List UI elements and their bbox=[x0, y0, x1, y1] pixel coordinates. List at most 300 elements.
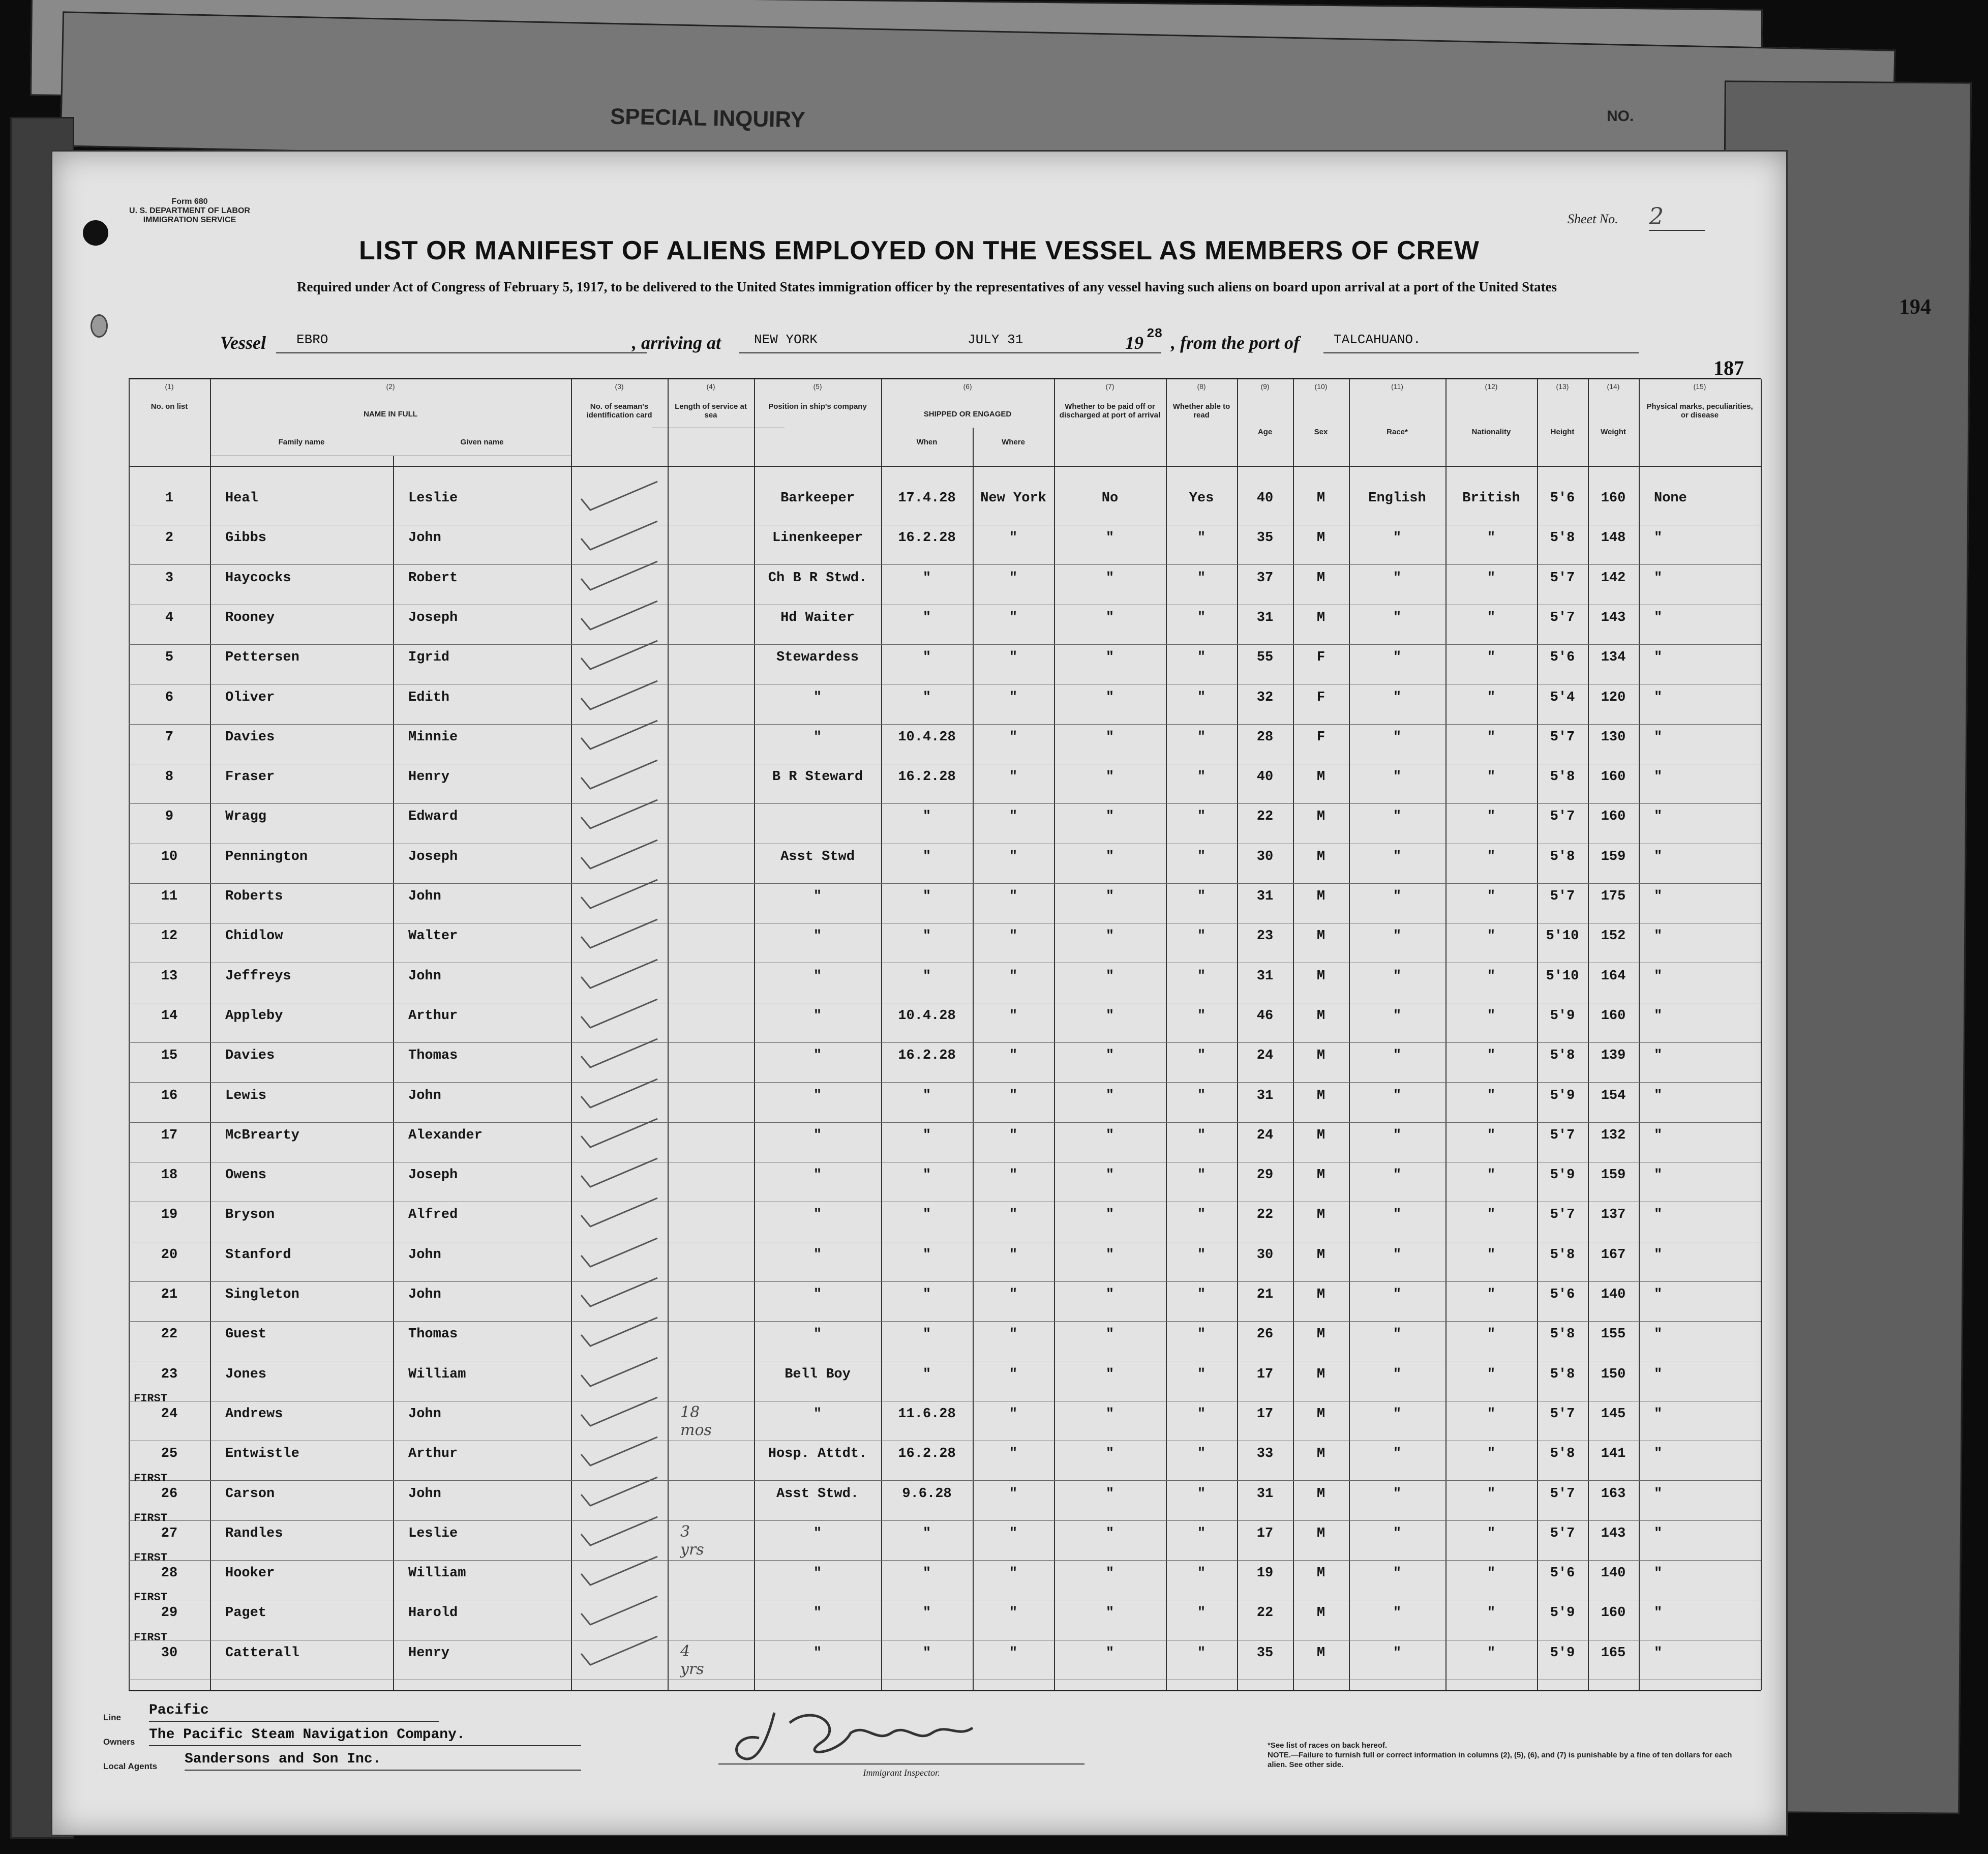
cell-no: 10 bbox=[161, 849, 178, 864]
cell-height: 5'9 bbox=[1550, 1008, 1575, 1024]
cell-marks: " bbox=[1654, 1287, 1663, 1302]
check-mark bbox=[576, 956, 662, 992]
cell-when: 17.4.28 bbox=[898, 491, 956, 506]
cell-where: " bbox=[1009, 690, 1018, 705]
cell-age: 28 bbox=[1256, 729, 1274, 745]
cell-position: Barkeeper bbox=[780, 491, 855, 506]
cell-read: " bbox=[1197, 809, 1206, 825]
cell-family: Jones bbox=[225, 1366, 267, 1382]
cell-family: Guest bbox=[225, 1327, 267, 1342]
cell-marks: " bbox=[1654, 1486, 1663, 1502]
line-label: Line bbox=[103, 1713, 121, 1722]
cell-where: " bbox=[1009, 1605, 1018, 1621]
cell-age: 22 bbox=[1256, 809, 1274, 825]
cell-no: 11 bbox=[161, 889, 178, 904]
cell-nationality: " bbox=[1487, 1088, 1496, 1103]
cell-when: " bbox=[922, 1127, 931, 1143]
cell-position: " bbox=[813, 690, 822, 705]
cell-height: 5'6 bbox=[1550, 650, 1575, 666]
column-header: No. of seaman's identification card bbox=[586, 402, 652, 420]
cell-nationality: " bbox=[1487, 690, 1496, 705]
cell-paid: " bbox=[1105, 849, 1115, 864]
cell-read: " bbox=[1197, 1366, 1206, 1382]
row-rule bbox=[129, 1560, 1761, 1561]
cell-position: Bell Boy bbox=[785, 1366, 851, 1382]
cell-paid: " bbox=[1105, 809, 1115, 825]
page-subtitle: Required under Act of Congress of February 5, 1917, to be delivered to the United States immigration officer by the representatives of any vessel having such aliens on board upon arrival at a port of the United States bbox=[296, 279, 1557, 294]
cell-age: 17 bbox=[1256, 1526, 1274, 1541]
cell-age: 31 bbox=[1256, 968, 1274, 984]
cell-no: 12 bbox=[161, 929, 178, 944]
check-mark bbox=[576, 598, 662, 634]
cell-paid: No bbox=[1101, 491, 1119, 506]
cell-weight: 160 bbox=[1601, 1008, 1626, 1024]
cell-sex: M bbox=[1316, 1008, 1326, 1024]
cell-nationality: " bbox=[1487, 1008, 1496, 1024]
arrival-date: JULY 31 bbox=[922, 332, 1161, 353]
cell-sex: M bbox=[1316, 849, 1326, 864]
cell-marks: " bbox=[1654, 1088, 1663, 1103]
column-header: Age bbox=[1257, 428, 1273, 436]
cell-age: 17 bbox=[1256, 1366, 1274, 1382]
edge-number-194: 194 bbox=[1899, 295, 1931, 319]
cell-sex: M bbox=[1316, 1207, 1326, 1223]
cell-given: John bbox=[408, 1406, 441, 1422]
cell-marks: " bbox=[1654, 1207, 1663, 1223]
cell-nationality: British bbox=[1462, 491, 1520, 506]
cell-position: " bbox=[813, 1207, 822, 1223]
cell-race: " bbox=[1393, 1088, 1402, 1103]
cell-paid: " bbox=[1105, 1127, 1115, 1143]
cell-no: 15 bbox=[161, 1048, 178, 1064]
cell-age: 35 bbox=[1256, 530, 1274, 546]
cell-where: " bbox=[1009, 1168, 1018, 1183]
cell-race: " bbox=[1393, 1127, 1402, 1143]
cell-given: Harold bbox=[408, 1605, 458, 1621]
check-mark bbox=[576, 996, 662, 1032]
cell-no: 20 bbox=[161, 1247, 178, 1263]
check-mark bbox=[576, 1474, 662, 1510]
column-number: (11) bbox=[1391, 382, 1403, 391]
cell-sex: M bbox=[1316, 809, 1326, 825]
cell-given: Thomas bbox=[408, 1048, 458, 1064]
check-mark bbox=[576, 1116, 662, 1151]
cell-paid: " bbox=[1105, 1526, 1115, 1541]
cell-service: 3 yrs bbox=[680, 1522, 704, 1559]
cell-family: Hooker bbox=[225, 1566, 275, 1581]
cell-given: William bbox=[408, 1366, 466, 1382]
cell-family: Gibbs bbox=[225, 530, 267, 546]
cell-marks: " bbox=[1654, 849, 1663, 864]
column-header: Weight bbox=[1601, 428, 1626, 436]
cell-where: " bbox=[1009, 1645, 1018, 1661]
cell-paid: " bbox=[1105, 530, 1115, 546]
cell-weight: 159 bbox=[1601, 849, 1626, 864]
cell-given: Joseph bbox=[408, 849, 458, 864]
cell-weight: 130 bbox=[1601, 729, 1626, 745]
cell-paid: " bbox=[1105, 769, 1115, 785]
cell-where: " bbox=[1009, 1207, 1018, 1223]
cell-sex: M bbox=[1316, 1088, 1326, 1103]
cell-nationality: " bbox=[1487, 570, 1496, 586]
punch-hole bbox=[91, 314, 108, 338]
inspector-signature bbox=[713, 1692, 1069, 1774]
background-heading: SPECIAL INQUIRY bbox=[610, 104, 806, 133]
cell-weight: 145 bbox=[1601, 1406, 1626, 1422]
cell-when: " bbox=[922, 1247, 931, 1263]
cell-sex: M bbox=[1316, 889, 1326, 904]
cell-where: " bbox=[1009, 889, 1018, 904]
cell-position: Hosp. Attdt. bbox=[768, 1446, 867, 1462]
cell-family: Lewis bbox=[225, 1088, 267, 1103]
cell-read: " bbox=[1197, 1486, 1206, 1502]
cell-when: 10.4.28 bbox=[898, 1008, 956, 1024]
row-rule bbox=[129, 1122, 1761, 1123]
cell-no: 17 bbox=[161, 1127, 178, 1143]
cell-height: 5'7 bbox=[1550, 729, 1575, 745]
cell-height: 5'7 bbox=[1550, 1486, 1575, 1502]
cell-nationality: " bbox=[1487, 1048, 1496, 1064]
check-mark bbox=[576, 1314, 662, 1350]
check-mark bbox=[576, 877, 662, 912]
cell-position: " bbox=[813, 1605, 822, 1621]
cell-weight: 148 bbox=[1601, 530, 1626, 546]
cell-given: Leslie bbox=[408, 1526, 458, 1541]
cell-given: John bbox=[408, 1088, 441, 1103]
cell-where: " bbox=[1009, 1287, 1018, 1302]
cell-marks: " bbox=[1654, 1566, 1663, 1581]
cell-race: " bbox=[1393, 968, 1402, 984]
column-header: SHIPPED OR ENGAGED bbox=[923, 410, 1012, 418]
cell-where: " bbox=[1009, 1127, 1018, 1143]
cell-given: Arthur bbox=[408, 1446, 458, 1462]
cell-position: " bbox=[813, 1526, 822, 1541]
cell-when: 10.4.28 bbox=[898, 729, 956, 745]
cell-where: " bbox=[1009, 650, 1018, 666]
cell-sex: M bbox=[1316, 929, 1326, 944]
cell-nationality: " bbox=[1487, 650, 1496, 666]
cell-when: 16.2.28 bbox=[898, 530, 956, 546]
cell-race: " bbox=[1393, 889, 1402, 904]
column-header: Whether to be paid off or discharged at port of arrival bbox=[1059, 402, 1161, 420]
cell-given: John bbox=[408, 1287, 441, 1302]
cell-marks: " bbox=[1654, 1446, 1663, 1462]
cell-height: 5'7 bbox=[1550, 1526, 1575, 1541]
cell-nationality: " bbox=[1487, 769, 1496, 785]
cell-weight: 160 bbox=[1601, 809, 1626, 825]
cell-weight: 160 bbox=[1601, 1605, 1626, 1621]
cell-given: Alexander bbox=[408, 1127, 483, 1143]
cell-where: " bbox=[1009, 729, 1018, 745]
cell-no: 13 bbox=[161, 968, 178, 984]
cell-nationality: " bbox=[1487, 1446, 1496, 1462]
cell-where: " bbox=[1009, 530, 1018, 546]
column-number: (15) bbox=[1693, 382, 1706, 391]
cell-family: Catterall bbox=[225, 1645, 299, 1661]
cell-race: " bbox=[1393, 610, 1402, 625]
column-number: (9) bbox=[1260, 382, 1270, 391]
check-mark bbox=[576, 479, 662, 514]
cell-age: 22 bbox=[1256, 1207, 1274, 1223]
cell-age: 31 bbox=[1256, 1486, 1274, 1502]
cell-race: " bbox=[1393, 1366, 1402, 1382]
cell-nationality: " bbox=[1487, 849, 1496, 864]
cell-read: " bbox=[1197, 1327, 1206, 1342]
column-subheader: Where bbox=[1002, 438, 1025, 446]
cell-weight: 139 bbox=[1601, 1048, 1626, 1064]
check-mark bbox=[576, 1434, 662, 1470]
cell-when: " bbox=[922, 1366, 931, 1382]
cell-marks: " bbox=[1654, 1127, 1663, 1143]
arriving-port: NEW YORK bbox=[739, 332, 922, 353]
column-header: Nationality bbox=[1471, 428, 1511, 436]
cell-sex: M bbox=[1316, 1486, 1326, 1502]
cell-race: " bbox=[1393, 1566, 1402, 1581]
cell-race: " bbox=[1393, 650, 1402, 666]
cell-read: " bbox=[1197, 1008, 1206, 1024]
cell-paid: " bbox=[1105, 650, 1115, 666]
cell-where: " bbox=[1009, 1446, 1018, 1462]
cell-position: " bbox=[813, 1566, 822, 1581]
cell-height: 5'9 bbox=[1550, 1605, 1575, 1621]
cell-where: " bbox=[1009, 769, 1018, 785]
row-rule bbox=[129, 1480, 1761, 1481]
cell-nationality: " bbox=[1487, 1127, 1496, 1143]
cell-height: 5'6 bbox=[1550, 491, 1575, 506]
cell-where: " bbox=[1009, 1566, 1018, 1581]
cell-paid: " bbox=[1105, 690, 1115, 705]
cell-marks: " bbox=[1654, 530, 1663, 546]
sheet-number-label: Sheet No. bbox=[1568, 212, 1618, 226]
cell-race: " bbox=[1393, 1008, 1402, 1024]
cell-sex: M bbox=[1316, 968, 1326, 984]
cell-family: Paget bbox=[225, 1605, 267, 1621]
check-mark bbox=[576, 1553, 662, 1589]
cell-age: 55 bbox=[1256, 650, 1274, 666]
cell-when: " bbox=[922, 650, 931, 666]
cell-sex: F bbox=[1316, 729, 1326, 745]
cell-height: 5'9 bbox=[1550, 1168, 1575, 1183]
cell-height: 5'7 bbox=[1550, 889, 1575, 904]
cell-when: " bbox=[922, 690, 931, 705]
cell-when: " bbox=[922, 809, 931, 825]
cell-family: Jeffreys bbox=[225, 968, 291, 984]
cell-read: " bbox=[1197, 968, 1206, 984]
cell-height: 5'7 bbox=[1550, 809, 1575, 825]
cell-no: 1 bbox=[165, 491, 174, 506]
cell-paid: " bbox=[1105, 1366, 1115, 1382]
cell-no: 28 bbox=[161, 1566, 178, 1581]
cell-sex: M bbox=[1316, 1287, 1326, 1302]
column-header: Height bbox=[1550, 428, 1575, 436]
column-subheader: When bbox=[916, 438, 938, 446]
page-title: LIST OR MANIFEST OF ALIENS EMPLOYED ON THE VESSEL AS MEMBERS OF CREW bbox=[359, 236, 1480, 265]
cell-family: Wragg bbox=[225, 809, 267, 825]
manifest-sheet bbox=[51, 150, 1788, 1836]
cell-sex: M bbox=[1316, 769, 1326, 785]
cell-when: " bbox=[922, 1088, 931, 1103]
cell-age: 40 bbox=[1256, 491, 1274, 506]
cell-sex: M bbox=[1316, 1366, 1326, 1382]
cell-paid: " bbox=[1105, 729, 1115, 745]
cell-nationality: " bbox=[1487, 1566, 1496, 1581]
cell-when: " bbox=[922, 610, 931, 625]
cell-no: 29 bbox=[161, 1605, 178, 1621]
cell-given: Alfred bbox=[408, 1207, 458, 1223]
column-number: (8) bbox=[1197, 382, 1206, 391]
cell-weight: 155 bbox=[1601, 1327, 1626, 1342]
cell-marks: " bbox=[1654, 1406, 1663, 1422]
cell-read: " bbox=[1197, 1406, 1206, 1422]
cell-no: 2 bbox=[165, 530, 174, 546]
cell-nationality: " bbox=[1487, 1645, 1496, 1661]
cell-age: 35 bbox=[1256, 1645, 1274, 1661]
cell-when: " bbox=[922, 849, 931, 864]
cell-position: " bbox=[813, 1247, 822, 1263]
cell-family: Pennington bbox=[225, 849, 308, 864]
cell-age: 24 bbox=[1256, 1048, 1274, 1064]
cell-read: " bbox=[1197, 1446, 1206, 1462]
check-mark bbox=[576, 558, 662, 594]
cell-family: Appleby bbox=[225, 1008, 283, 1024]
cell-given: Edward bbox=[408, 809, 458, 825]
cell-family: Haycocks bbox=[225, 570, 291, 586]
cell-marks: " bbox=[1654, 1327, 1663, 1342]
cell-age: 46 bbox=[1256, 1008, 1274, 1024]
column-rule bbox=[210, 379, 211, 1690]
first-voyage-tag: FIRST bbox=[134, 1551, 168, 1565]
cell-sex: M bbox=[1316, 1605, 1326, 1621]
cell-family: Roberts bbox=[225, 889, 283, 904]
cell-weight: 164 bbox=[1601, 968, 1626, 984]
cell-where: " bbox=[1009, 929, 1018, 944]
column-number: (7) bbox=[1105, 382, 1115, 391]
column-number: (3) bbox=[615, 382, 624, 391]
cell-nationality: " bbox=[1487, 610, 1496, 625]
cell-race: " bbox=[1393, 1168, 1402, 1183]
cell-no: 25 bbox=[161, 1446, 178, 1462]
cell-height: 5'10 bbox=[1546, 929, 1579, 944]
check-mark bbox=[576, 1155, 662, 1191]
column-header: Physical marks, peculiarities, or disease bbox=[1646, 402, 1753, 420]
cell-nationality: " bbox=[1487, 929, 1496, 944]
cell-no: 22 bbox=[161, 1327, 178, 1342]
cell-race: " bbox=[1393, 1406, 1402, 1422]
cell-nationality: " bbox=[1487, 1207, 1496, 1223]
column-number: (5) bbox=[813, 382, 822, 391]
column-subheader: Given name bbox=[460, 438, 504, 446]
cell-given: Robert bbox=[408, 570, 458, 586]
cell-height: 5'7 bbox=[1550, 570, 1575, 586]
cell-family: Randles bbox=[225, 1526, 283, 1541]
column-header: Race* bbox=[1387, 428, 1408, 436]
cell-nationality: " bbox=[1487, 729, 1496, 745]
cell-nationality: " bbox=[1487, 1287, 1496, 1302]
cell-race: " bbox=[1393, 769, 1402, 785]
cell-marks: " bbox=[1654, 610, 1663, 625]
column-header: Length of service at sea bbox=[675, 402, 747, 420]
column-header: Whether able to read bbox=[1172, 402, 1230, 420]
cell-sex: M bbox=[1316, 1645, 1326, 1661]
column-number: (2) bbox=[386, 382, 395, 391]
cell-no: 7 bbox=[165, 729, 174, 745]
cell-height: 5'8 bbox=[1550, 849, 1575, 864]
edge-number-187: 187 bbox=[1713, 356, 1744, 379]
cell-position: Stewardess bbox=[776, 650, 859, 666]
cell-paid: " bbox=[1105, 570, 1115, 586]
cell-paid: " bbox=[1105, 968, 1115, 984]
cell-height: 5'6 bbox=[1550, 1287, 1575, 1302]
cell-read: " bbox=[1197, 1048, 1206, 1064]
column-number: (12) bbox=[1485, 382, 1498, 391]
cell-nationality: " bbox=[1487, 1366, 1496, 1382]
cell-weight: 163 bbox=[1601, 1486, 1626, 1502]
from-port: TALCAHUANO. bbox=[1323, 332, 1639, 353]
cell-given: John bbox=[408, 530, 441, 546]
check-mark bbox=[576, 1633, 662, 1669]
check-mark bbox=[576, 1036, 662, 1071]
cell-age: 37 bbox=[1256, 570, 1274, 586]
cell-height: 5'7 bbox=[1550, 1127, 1575, 1143]
cell-no: 19 bbox=[161, 1207, 178, 1223]
cell-read: " bbox=[1197, 690, 1206, 705]
cell-given: Walter bbox=[408, 929, 458, 944]
cell-paid: " bbox=[1105, 1168, 1115, 1183]
cell-nationality: " bbox=[1487, 1168, 1496, 1183]
cell-no: 4 bbox=[165, 610, 174, 625]
cell-age: 40 bbox=[1256, 769, 1274, 785]
cell-nationality: " bbox=[1487, 1247, 1496, 1263]
column-number: (4) bbox=[706, 382, 715, 391]
cell-read: " bbox=[1197, 769, 1206, 785]
cell-given: Leslie bbox=[408, 491, 458, 506]
cell-position: " bbox=[813, 1127, 822, 1143]
cell-read: " bbox=[1197, 1526, 1206, 1541]
cell-weight: 160 bbox=[1601, 491, 1626, 506]
cell-marks: " bbox=[1654, 1048, 1663, 1064]
cell-race: " bbox=[1393, 929, 1402, 944]
cell-age: 31 bbox=[1256, 610, 1274, 625]
cell-race: " bbox=[1393, 1645, 1402, 1661]
cell-given: Henry bbox=[408, 769, 450, 785]
column-header: No. on list bbox=[150, 402, 188, 411]
check-mark bbox=[576, 916, 662, 952]
check-mark bbox=[576, 678, 662, 713]
cell-where: " bbox=[1009, 1526, 1018, 1541]
cell-when: " bbox=[922, 570, 931, 586]
cell-sex: M bbox=[1316, 1048, 1326, 1064]
cell-paid: " bbox=[1105, 889, 1115, 904]
cell-when: " bbox=[922, 1566, 931, 1581]
check-mark bbox=[576, 518, 662, 554]
cell-position: " bbox=[813, 1406, 822, 1422]
cell-nationality: " bbox=[1487, 1526, 1496, 1541]
cell-paid: " bbox=[1105, 1605, 1115, 1621]
column-header: Position in ship's company bbox=[768, 402, 867, 411]
penalty-note: NOTE.—Failure to furnish full or correct information in columns (2), (5), (6), and (7) is punishable by a fine of ten dollars for each alien. See other side. bbox=[1268, 1751, 1732, 1769]
sheet-number: 2 bbox=[1649, 202, 1705, 231]
check-mark bbox=[576, 1593, 662, 1629]
column-header: NAME IN FULL bbox=[364, 410, 417, 418]
cell-family: Stanford bbox=[225, 1247, 291, 1263]
cell-no: 9 bbox=[165, 809, 174, 825]
cell-read: " bbox=[1197, 889, 1206, 904]
cell-paid: " bbox=[1105, 610, 1115, 625]
vessel-label: Vessel bbox=[220, 333, 266, 353]
row-rule bbox=[129, 1042, 1761, 1043]
cell-nationality: " bbox=[1487, 809, 1496, 825]
cell-given: John bbox=[408, 889, 441, 904]
